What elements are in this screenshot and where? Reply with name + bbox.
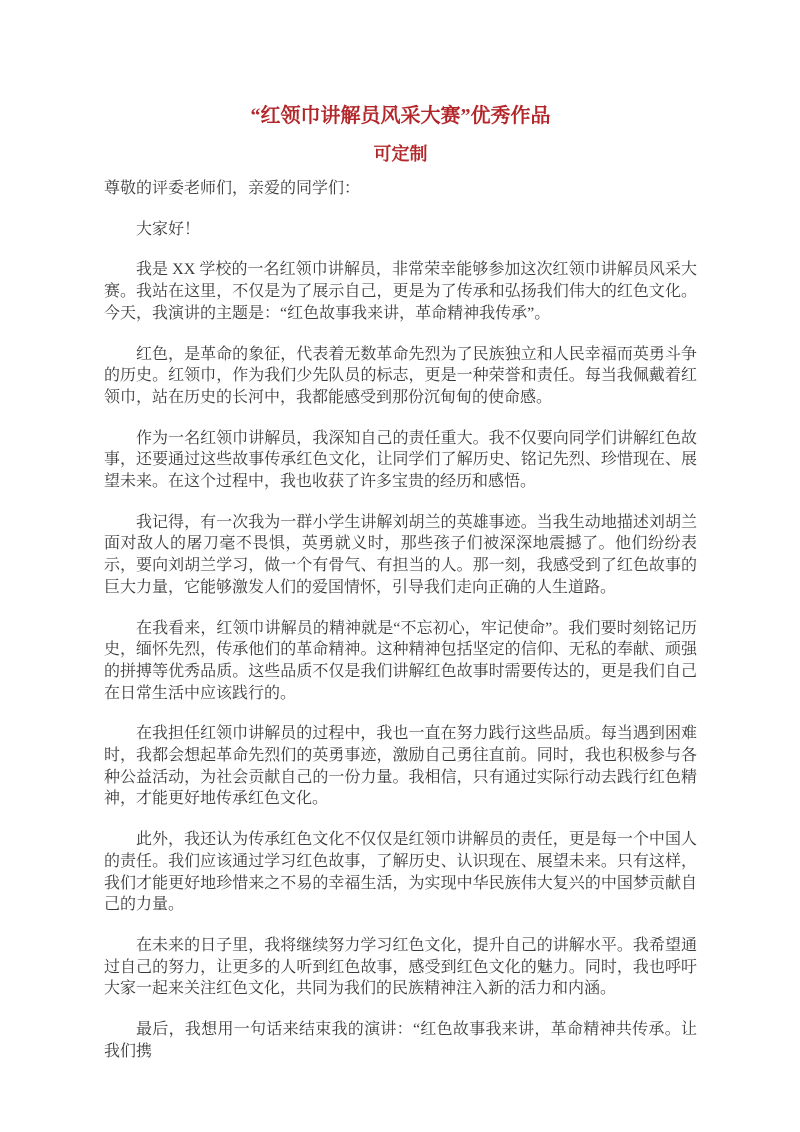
paragraph-practice: 在我担任红领巾讲解员的过程中，我也一直在努力践行这些品质。每当遇到困难时，我都会想起革命先烈们的英勇事迹，激励自己勇往直前。同时，我也积极参与各种公益活动，为社会贡献自己的一份力量。我相信，只有通过实际行动去践行红色精神，才能更好地传承红色文化。 xyxy=(104,725,697,808)
paragraph-every-chinese-duty: 此外，我还认为传承红色文化不仅仅是红领巾讲解员的责任，更是每一个中国人的责任。我们应该通过学习红色故事，了解历史、认识现在、展望未来。只有这样，我们才能更好地珍惜来之不易的幸福生活，为实现中华民族伟大复兴的中国梦贡献自己的力量。 xyxy=(104,831,697,914)
paragraph-closing: 最后，我想用一句话来结束我的演讲：“红色故事我来讲，革命精神共传承。让我们携 xyxy=(104,1021,697,1060)
greeting-line: 尊敬的评委老师们，亲爱的同学们： xyxy=(104,180,361,197)
paragraph-future-plan: 在未来的日子里，我将继续努力学习红色文化，提升自己的讲解水平。我希望通过自己的努力，让更多的人听到红色故事，感受到红色文化的魅力。同时，我也呼吁大家一起来关注红色文化，共同为我们的民族精神注入新的活力和内涵。 xyxy=(104,936,697,998)
paragraph-liu-hulan-story: 我记得，有一次我为一群小学生讲解刘胡兰的英雄事迹。当我生动地描述刘胡兰面对敌人的屠刀毫不畏惧，英勇就义时，那些孩子们被深深地震撼了。他们纷纷表示，要向刘胡兰学习，做一个有骨气、有担当的人。那一刻，我感受到了红色故事的巨大力量，它能够激发人们的爱国情怀，引导我们走向正确的人生道路。 xyxy=(104,513,697,596)
paragraph-spirit: 在我看来，红领巾讲解员的精神就是“不忘初心，牢记使命”。我们要时刻铭记历史，缅怀先烈，传承他们的革命精神。这种精神包括坚定的信仰、无私的奉献、顽强的拼搏等优秀品质。这些品质不仅是我们讲解红色故事时需要传达的，更是我们自己在日常生活中应该践行的。 xyxy=(104,619,697,702)
paragraph-hello: 大家好！ xyxy=(136,220,201,238)
document-body xyxy=(104,178,697,1063)
paragraph-intro: 我是 XX 学校的一名红领巾讲解员，非常荣幸能够参加这次红领巾讲解员风采大赛。我站在这里，不仅是为了展示自己，更是为了传承和弘扬我们伟大的红色文化。今天，我演讲的主题是：“红色故事我来讲，革命精神我传承”。 xyxy=(104,261,697,322)
paragraph-responsibility: 作为一名红领巾讲解员，我深知自己的责任重大。我不仅要向同学们讲解红色故事，还要通过这些故事传承红色文化，让同学们了解历史、铭记先烈、珍惜现在、展望未来。在这个过程中，我也收获了许多宝贵的经历和感悟。 xyxy=(104,429,697,491)
document-subtitle: 可定制 xyxy=(373,144,428,164)
paragraph-red-symbol: 红色，是革命的象征，代表着无数革命先烈为了民族独立和人民幸福而英勇斗争的历史。红领巾，作为我们少先队员的标志，更是一种荣誉和责任。每当我佩戴着红领巾，站在历史的长河中，我都能感受到那份沉甸甸的使命感。 xyxy=(104,345,697,406)
document-title: “红领巾讲解员风采大赛”优秀作品 xyxy=(250,105,551,127)
